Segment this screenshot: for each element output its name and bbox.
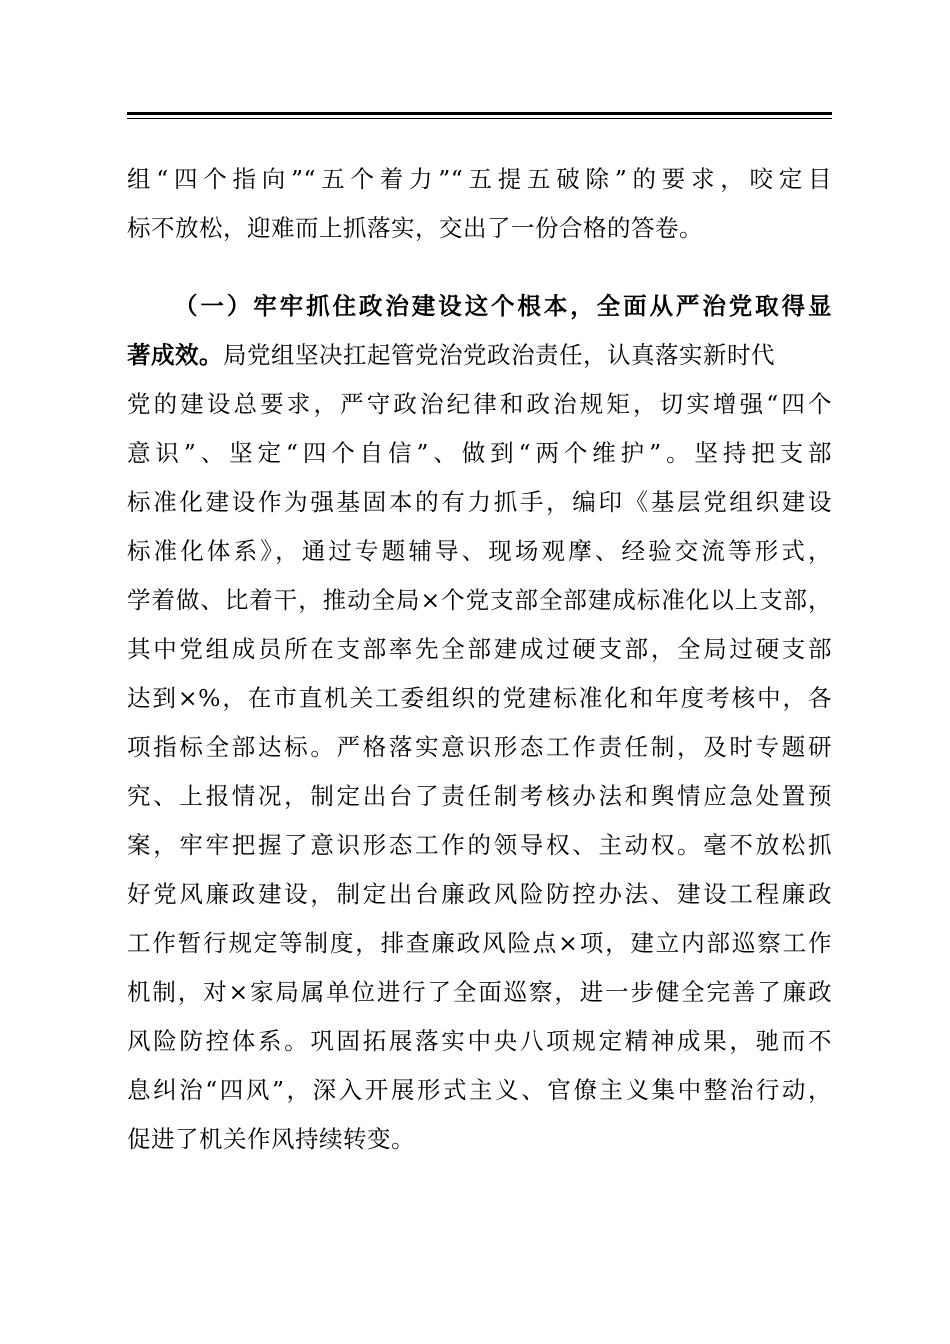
body-line-19: 促进了机关作风持续转变。 [127, 1125, 415, 1153]
body-line-13: 案，牢牢把握了意识形态工作的领导权、主动权。毫不放松抓 [127, 831, 832, 859]
section-heading-tail: 著成效。 [127, 341, 223, 369]
body-line-10: 达到×%，在市直机关工委组织的党建标准化和年度考核中，各 [127, 684, 832, 712]
body-line-15: 工作暂行规定等制度，排查廉政风险点×项，建立内部巡察工作 [127, 929, 832, 957]
header-rule-thick [127, 112, 832, 115]
body-line-5: 意识”、坚定“四个自信”、做到“两个维护”。坚持把支部 [127, 439, 832, 467]
section-line-2-text: 局党组坚决扛起管党治党政治责任，认真落实新时代 [223, 341, 775, 369]
section-line-2 [127, 338, 832, 372]
body-line-9: 其中党组成员所在支部率先全部建成过硬支部，全局过硬支部 [127, 635, 832, 663]
body-line-18: 息纠治“四风”，深入开展形式主义、官僚主义集中整治行动， [127, 1076, 832, 1104]
section-heading-line-1: （一）牢牢抓住政治建设这个根本，全面从严治党取得显 [174, 292, 832, 320]
body-line-8: 学着做、比着干，推动全局×个党支部全部建成标准化以上支部， [127, 586, 832, 614]
body-line-1: 组“四个指向”“五个着力”“五提五破除”的要求，咬定目 [127, 165, 832, 193]
header-rule-thin [127, 118, 832, 119]
body-line-4: 党的建设总要求，严守政治纪律和政治规矩，切实增强“四个 [127, 390, 832, 418]
body-line-16: 机制，对×家局属单位进行了全面巡察，进一步健全完善了廉政 [127, 978, 832, 1006]
body-line-7: 标准化体系》，通过专题辅导、现场观摩、经验交流等形式， [127, 537, 832, 565]
body-line-11: 项指标全部达标。严格落实意识形态工作责任制，及时专题研 [127, 733, 832, 761]
header-double-rule [127, 112, 832, 120]
body-line-2: 标不放松，迎难而上抓落实，交出了一份合格的答卷。 [127, 214, 703, 242]
body-line-14: 好党风廉政建设，制定出台廉政风险防控办法、建设工程廉政 [127, 880, 832, 908]
body-line-12: 究、上报情况，制定出台了责任制考核办法和舆情应急处置预 [127, 782, 832, 810]
body-line-6: 标准化建设作为强基固本的有力抓手，编印《基层党组织建设 [127, 488, 832, 516]
body-line-17: 风险防控体系。巩固拓展落实中央八项规定精神成果，驰而不 [127, 1027, 832, 1055]
